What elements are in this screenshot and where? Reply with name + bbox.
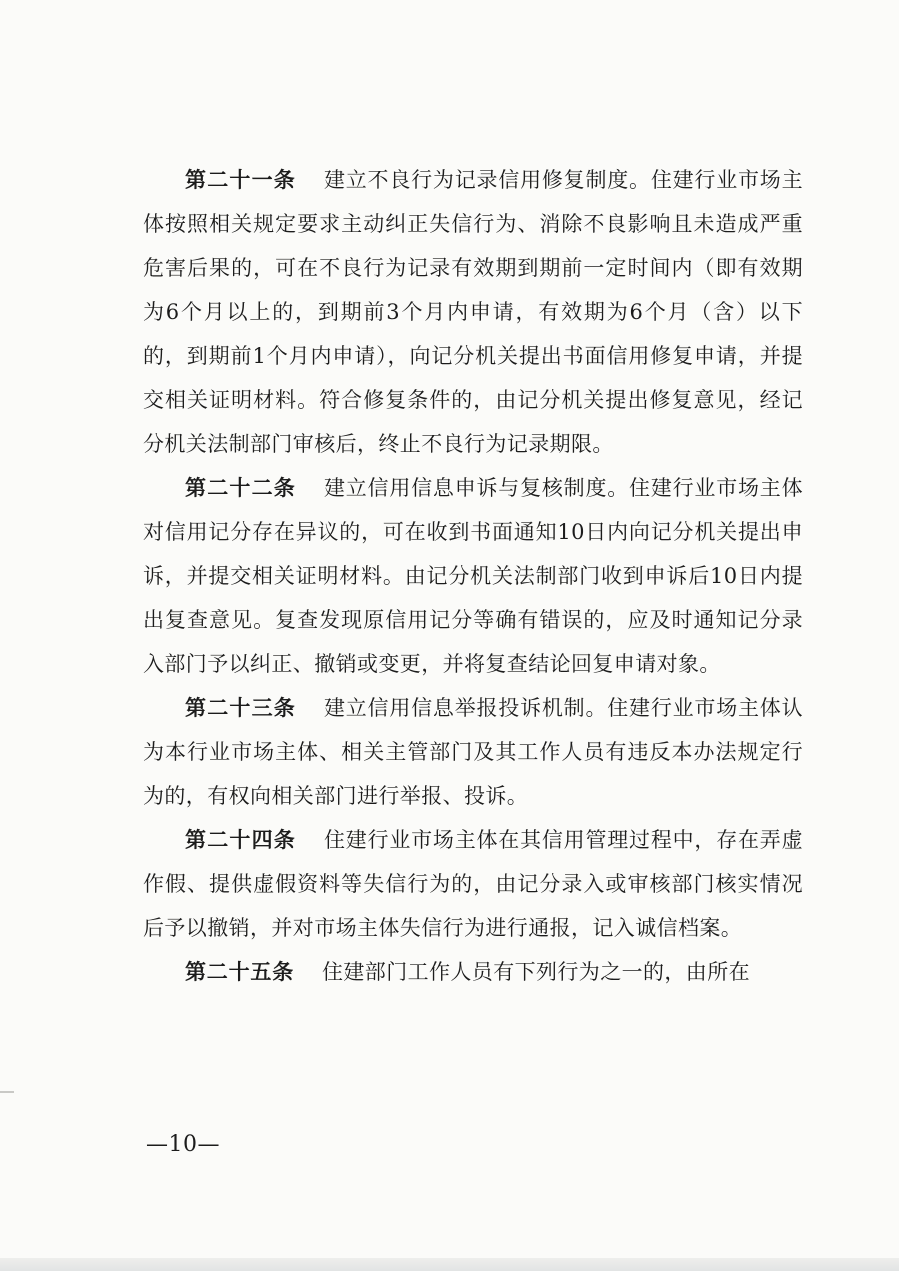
article-text: 建立信用信息申诉与复核制度。住建行业市场主体对信用记分存在异议的，可在收到书面通知10日内向记分机关提出申诉，并提交相关证明材料。由记分机关法制部门收到申诉后10日内提出复查意见。复查发现原信用记分等确有错误的，应及时通知记分录入部门予以纠正、撤销或变更，并将复查结论回复申请对象。 — [143, 476, 803, 676]
article-label: 第二十二条 — [185, 476, 296, 500]
article-text: 建立不良行为记录信用修复制度。住建行业市场主体按照相关规定要求主动纠正失信行为、消除不良影响且未造成严重危害后果的，可在不良行为记录有效期到期前一定时间内（即有效期为6个月以上的，到期前3个月内申请，有效期为6个月（含）以下的，到期前1个月内申请），向记分机关提出书面信用修复申请，并提交相关证明材料。符合修复条件的，由记分机关提出修复意见，经记分机关法制部门审核后，终止不良行为记录期限。 — [143, 168, 803, 456]
article-text: 住建行业市场主体在其信用管理过程中，存在弄虚作假、提供虚假资料等失信行为的，由记分录入或审核部门核实情况后予以撤销，并对市场主体失信行为进行通报，记入诚信档案。 — [143, 828, 803, 940]
article-text: 住建部门工作人员有下列行为之一的，由所在 — [322, 960, 750, 984]
article-25 — [143, 950, 803, 994]
article-23 — [143, 686, 803, 818]
article-label: 第二十三条 — [185, 696, 296, 720]
article-22 — [143, 466, 803, 686]
article-text: 建立信用信息举报投诉机制。住建行业市场主体认为本行业市场主体、相关主管部门及其工作人员有违反本办法规定行为的，有权向相关部门进行举报、投诉。 — [143, 696, 803, 808]
article-label: 第二十五条 — [185, 960, 294, 984]
scan-bottom-edge — [0, 1258, 899, 1271]
article-24 — [143, 818, 803, 950]
article-label: 第二十四条 — [185, 828, 296, 852]
article-label: 第二十一条 — [185, 168, 296, 192]
article-21 — [143, 158, 803, 466]
page-number: —10— — [146, 1132, 220, 1157]
article-list — [143, 158, 803, 994]
scan-edge-mark — [0, 1091, 14, 1093]
